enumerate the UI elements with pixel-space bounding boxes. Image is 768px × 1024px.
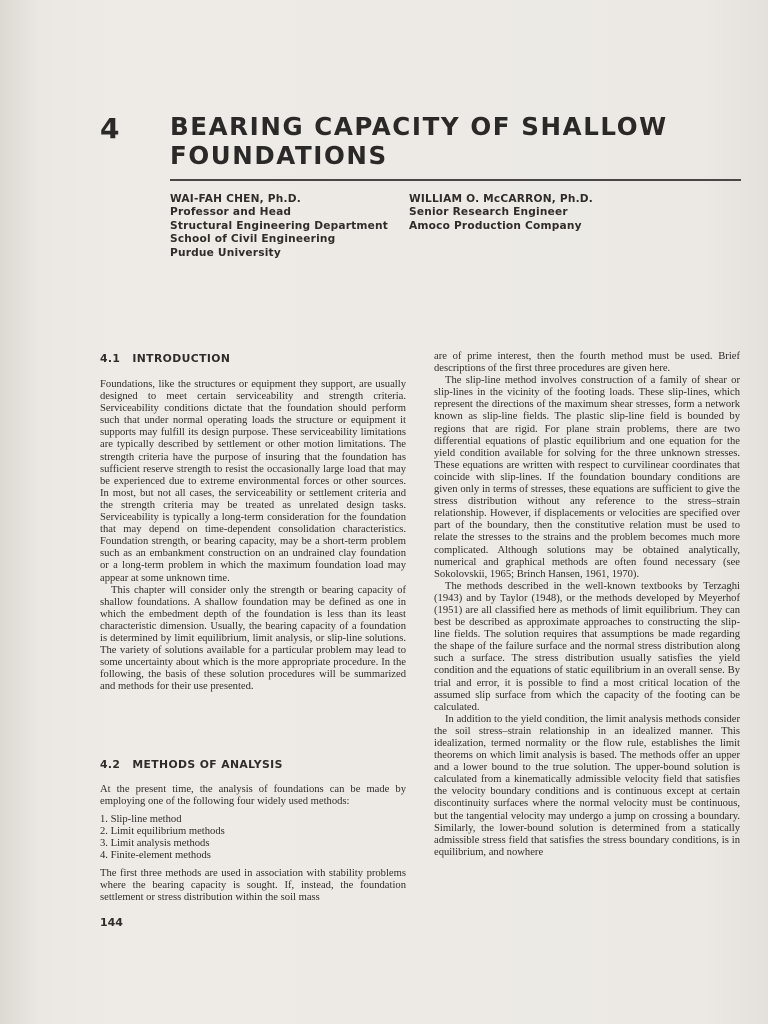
chapter-title: BEARING CAPACITY OF SHALLOW FOUNDATIONS — [170, 112, 668, 170]
paragraph: The first three methods are used in association with stability problems where the bearing capacity is sought. If, instead, the foundation settlement or stress distribution within the soil mass — [100, 868, 406, 904]
intro-text — [100, 379, 406, 693]
methods-list — [100, 814, 400, 862]
chapter-number: 4 — [100, 112, 121, 145]
author-university: Purdue University — [170, 246, 281, 259]
paragraph: This chapter will consider only the strength or bearing capacity of shallow foundations. A shallow foundation may be defined as one in which the embedment depth of the foundation is less than its least characteristic dimension. Usually, the bearing capacity of a foundation is determined by limit equilibrium, limit analysis, or slip-line solutions. The variety of solutions available for a particular problem may lead to some uncertainty about which is the more appropriate procedure. In the following, the basis of these solution procedures will be summarized and methods for their use presented. — [100, 584, 406, 693]
section-heading-introduction — [100, 352, 230, 365]
section-number: 4.1 — [100, 352, 121, 365]
list-item: 2. Limit equilibrium methods — [100, 826, 225, 838]
author-company: Amoco Production Company — [409, 219, 582, 232]
author-name: WILLIAM O. McCARRON, Ph.D. — [409, 193, 594, 205]
list-item: 4. Finite-element methods — [100, 850, 211, 862]
list-item: 3. Limit analysis methods — [100, 838, 210, 850]
paragraph: The slip-line method involves construction of a family of shear or slip-lines in the vicinity of the footing loads. These slip-lines, which represent the directions of the maximum shear stresses, form a network known as slip-line fields. The plastic slip-line field is bounded by regions that are rigid. For plane strain problems, there are two differential equations of plastic equilibrium and one equation for the yield condition available for solving for the three unknown stresses. These equations are written with respect to curvilinear coordinates that coincide with slip-lines. If the foundation boundary conditions are given only in terms of stresses, these equations are sufficient to give the stress distribution without any reference to the stress–strain relationship. However, if displacements or velocities are specified over part of the boundary, then the constitutive relation must be used to relate the stresses to the strains and the problem becomes much more complicated. Although solutions may be obtained analytically, numerical and graphical methods are often found necessary (see Sokolovskii, 1965; Brinch Hansen, 1961, 1970). — [434, 375, 740, 580]
section-number: 4.2 — [100, 758, 121, 771]
methods-intro — [100, 784, 406, 808]
section-title: INTRODUCTION — [132, 352, 231, 365]
author-block-mccarron — [409, 193, 593, 233]
section-heading-methods — [100, 758, 283, 771]
title-rule — [170, 179, 741, 181]
paragraph: The methods described in the well-known textbooks by Terzaghi (1943) and by Taylor (1948), or the methods developed by Meyerhof (1951) are all classified here as methods of limit equilibrium. They can best be described as approximate approaches to constructing the slip-line fields. The solution requires that assumptions be made regarding the shape of the failure surface and the normal stress distribution along such a surface. The stress distribution usually satisfies the yield condition and the equations of static equilibrium in an overall sense. By trial and error, it is possible to find a most critical location of the assumed slip surface from which the capacity of the footing can be calculated. — [434, 580, 740, 713]
paragraph: Foundations, like the structures or equipment they support, are usually designed to meet certain serviceability and strength criteria. Serviceability conditions dictate that the foundation should perform such that under normal operating loads the structure or equipment it supports may fulfill its design purpose. These serviceability limitations are typically described by settlement or other motion limitations. The strength criteria have the purpose of insuring that the foundation has sufficient reserve strength to resist the occasionally large load that may be experienced due to extreme environmental forces or other sources. In most, but not all cases, the serviceability or settlement criteria and the strength criteria may be treated as unrelated design tasks. Serviceability is typically a long-term consideration for the foundation that may depend on time-dependent consolidation characteristics. Foundation strength, or bearing capacity, may be a short-term problem such as an embankment construction on an undrained clay foundation or a long-term problem in which the maximum foundation load may appear at some unknown time. — [100, 379, 406, 584]
author-title: Senior Research Engineer — [409, 206, 568, 219]
author-school: School of Civil Engineering — [170, 233, 336, 246]
section-title: METHODS OF ANALYSIS — [132, 758, 283, 771]
paragraph: In addition to the yield condition, the limit analysis methods consider the soil stress–strain relationship in an idealized manner. This idealization, termed normality or the flow rule, establishes the limit theorems on which limit analysis is based. The methods offer an upper and a lower bound to the true solution. The upper-bound solution is calculated from a kinematically admissible velocity field that satisfies the velocity boundary conditions and is continuous except at certain discontinuity surfaces where the normal velocity must be continuous, but the tangential velocity may undergo a jump on crossing a boundary. Similarly, the lower-bound solution is determined from a statically admissible stress field that satisfies the stress boundary conditions, is in equilibrium, and nowhere — [434, 713, 740, 858]
methods-text — [100, 868, 406, 904]
author-title: Professor and Head — [170, 206, 292, 219]
author-name: WAI-FAH CHEN, Ph.D. — [170, 193, 301, 205]
page-number: 144 — [100, 916, 123, 929]
author-block-chen — [170, 193, 388, 260]
paragraph: At the present time, the analysis of foundations can be made by employing one of the following four widely used methods: — [100, 784, 406, 808]
right-column-text — [434, 351, 740, 859]
paragraph: are of prime interest, then the fourth method must be used. Brief descriptions of the first three procedures are given here. — [434, 351, 740, 375]
list-item: 1. Slip-line method — [100, 814, 182, 825]
author-department: Structural Engineering Department — [170, 219, 389, 232]
